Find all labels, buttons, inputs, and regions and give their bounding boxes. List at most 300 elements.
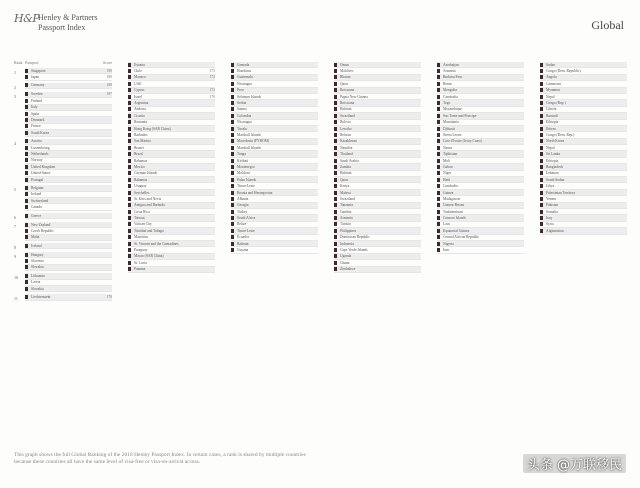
rank-group	[14, 252, 112, 271]
passport-cover-icon	[334, 114, 337, 118]
country-name: Peru	[237, 88, 244, 93]
rank-group	[14, 92, 112, 137]
country-name: Sudan	[546, 62, 555, 67]
score-header: Score	[102, 60, 112, 65]
passport-cover-icon	[231, 171, 234, 175]
country-name: Sierra Leone	[443, 132, 462, 137]
passport-cover-icon	[128, 178, 131, 182]
passport-cover-icon	[231, 191, 234, 195]
rank-group	[323, 62, 421, 273]
passport-cover-icon	[437, 165, 440, 169]
country-name: Ethiopia	[546, 158, 559, 163]
passport-row	[25, 286, 112, 292]
passport-cover-icon	[128, 159, 131, 163]
passport-cover-icon	[334, 146, 337, 150]
country-name: Cyprus	[134, 88, 145, 93]
passport-row	[25, 294, 112, 300]
visa-free-score: 174	[209, 75, 215, 80]
country-name: Monaco	[134, 75, 146, 80]
passport-cover-icon	[231, 114, 234, 118]
country-name: Congo (Dem. Republic)	[546, 69, 581, 74]
passport-cover-icon	[231, 107, 234, 111]
passport-cover-icon	[437, 127, 440, 131]
country-name: Honduras	[237, 69, 251, 74]
passport-cover-icon	[25, 112, 28, 116]
country-name: Bolivia	[340, 120, 351, 125]
country-name: Italy	[31, 105, 38, 110]
ranking-column-3	[220, 60, 318, 254]
country-name: Georgia	[237, 203, 249, 208]
passport-cover-icon	[437, 229, 440, 233]
country-name: Romania	[134, 120, 147, 125]
country-name: Guinea-Bissau	[443, 203, 465, 208]
passport-cover-icon	[25, 235, 28, 239]
country-name: Israel	[134, 94, 142, 99]
country-name: Sri Lanka	[546, 152, 561, 157]
country-name: Namibia	[340, 145, 353, 150]
rank-number: 4	[14, 140, 16, 146]
rank-group	[14, 243, 112, 250]
rank-number	[323, 62, 334, 273]
country-name: Philippines	[340, 228, 357, 233]
passport-cover-icon	[540, 171, 543, 175]
passport-cover-icon	[128, 82, 131, 86]
country-name: Indonesia	[340, 241, 354, 246]
passport-row	[437, 247, 524, 253]
country-name: Latvia	[31, 280, 41, 285]
passport-cover-icon	[231, 210, 234, 214]
ranking-column-4	[323, 60, 421, 273]
passport-cover-icon	[540, 165, 543, 169]
country-name: Spain	[31, 111, 40, 116]
country-name: Afghanistan	[546, 228, 564, 233]
rank-number	[220, 62, 231, 254]
country-name: Croatia	[134, 113, 145, 118]
passport-cover-icon	[334, 101, 337, 105]
passport-cover-icon	[231, 235, 234, 239]
passport-cover-icon	[540, 229, 543, 233]
rank-number: 8	[14, 244, 16, 250]
passport-cover-icon	[540, 82, 543, 86]
country-name: Zambia	[340, 164, 351, 169]
column-header	[14, 60, 112, 66]
country-name: Cayman Islands	[134, 171, 158, 176]
country-name: Uruguay	[134, 184, 147, 189]
country-name: Saudi Arabia	[340, 158, 359, 163]
country-name: Marshall Islands	[237, 132, 261, 137]
country-name: Syria	[546, 222, 554, 227]
country-name: North Korea	[546, 139, 565, 144]
rank-group	[117, 62, 215, 273]
country-name: Canada	[31, 205, 42, 210]
country-name: Slovakia	[31, 265, 44, 270]
country-name: Samoa	[237, 107, 247, 112]
visa-free-score: 190	[106, 68, 112, 73]
country-name: Slovenia	[31, 259, 44, 264]
passport-cover-icon	[25, 99, 28, 103]
passport-row	[25, 213, 112, 219]
country-name: Zimbabwe	[340, 267, 356, 272]
passport-cover-icon	[25, 69, 28, 73]
passport-cover-icon	[334, 184, 337, 188]
country-name: Cote d'Ivoire (Ivory Coast)	[443, 139, 482, 144]
passport-cover-icon	[540, 146, 543, 150]
country-name: Tanzania	[340, 203, 353, 208]
country-name: Guyana	[237, 248, 249, 253]
passport-cover-icon	[334, 210, 337, 214]
country-name: Djibouti	[443, 126, 455, 131]
country-name: Mongolia	[443, 88, 457, 93]
country-name: Barbados	[134, 132, 148, 137]
visa-free-score: 187	[106, 92, 112, 97]
country-name: Angola	[546, 75, 557, 80]
country-name: Paraguay	[134, 248, 148, 253]
passport-cover-icon	[128, 216, 131, 220]
visa-free-score: 170	[209, 94, 215, 99]
rank-number	[117, 62, 128, 273]
passport-cover-icon	[334, 222, 337, 226]
passport-cover-icon	[334, 216, 337, 220]
country-name: Bahamas	[134, 177, 148, 182]
country-name: Nepal	[546, 94, 555, 99]
country-name: Cambodia	[443, 94, 458, 99]
passport-cover-icon	[128, 248, 131, 252]
passport-cover-icon	[128, 229, 131, 233]
passport-cover-icon	[437, 210, 440, 214]
passport-row	[128, 267, 215, 273]
country-name: Papua New Guinea	[340, 94, 368, 99]
passport-cover-icon	[540, 184, 543, 188]
passport-cover-icon	[437, 235, 440, 239]
country-name: New Zealand	[31, 222, 51, 227]
passport-cover-icon	[128, 75, 131, 79]
passport-cover-icon	[334, 152, 337, 156]
country-name: Kenya	[340, 184, 350, 189]
country-name: Brazil	[134, 152, 143, 157]
passport-cover-icon	[540, 120, 543, 124]
country-name: Guinea	[443, 190, 454, 195]
visa-free-score: 188	[106, 83, 112, 88]
passport-cover-icon	[437, 139, 440, 143]
passport-cover-icon	[334, 235, 337, 239]
passport-cover-icon	[25, 229, 28, 233]
country-name: Gambia	[340, 209, 352, 214]
country-name: Congo (Dem. Rep.)	[546, 132, 575, 137]
country-name: Congo (Rep.)	[546, 101, 566, 106]
visa-free-score: 175	[209, 69, 215, 74]
visa-free-score: 190	[106, 75, 112, 80]
country-name: Bhutan	[340, 75, 351, 80]
rank-group	[529, 62, 627, 235]
passport-cover-icon	[231, 95, 234, 99]
passport-cover-icon	[25, 83, 28, 87]
country-name: Sweden	[31, 92, 43, 97]
country-name: San Marino	[134, 139, 151, 144]
country-name: Chile	[134, 69, 142, 74]
country-name: Ireland	[31, 192, 42, 197]
passport-cover-icon	[231, 229, 234, 233]
passport-cover-icon	[128, 88, 131, 92]
country-name: Niger	[443, 171, 452, 176]
passport-cover-icon	[540, 152, 543, 156]
passport-cover-icon	[334, 159, 337, 163]
passport-cover-icon	[25, 165, 28, 169]
country-name: Guatemala	[237, 75, 253, 80]
country-name: UAE	[134, 81, 142, 86]
passport-cover-icon	[540, 107, 543, 111]
passport-row	[25, 235, 112, 241]
country-name: Nigeria	[443, 241, 454, 246]
country-name: Madagascar	[443, 196, 461, 201]
rank-number: 6	[14, 214, 16, 220]
watermark: 头条 @万联移民	[523, 454, 626, 473]
passport-cover-icon	[25, 287, 28, 291]
country-name: Myanmar	[546, 88, 560, 93]
country-name: Mozambique	[443, 107, 462, 112]
visa-free-score: 178	[106, 295, 112, 300]
country-name: Thailand	[340, 152, 353, 157]
country-name: Botswana	[340, 101, 355, 106]
country-name: Macao (SAR China)	[134, 254, 164, 259]
country-name: St. Vincent and the Grenadines	[134, 241, 179, 246]
country-name: Liberia	[546, 107, 557, 112]
passport-cover-icon	[540, 101, 543, 105]
passport-cover-icon	[231, 178, 234, 182]
country-name: Somalia	[546, 209, 558, 214]
passport-cover-icon	[25, 280, 28, 284]
country-name: Timor-Leste	[237, 184, 255, 189]
country-name: Mexico	[134, 164, 145, 169]
passport-cover-icon	[231, 139, 234, 143]
region-title: Global	[591, 18, 624, 32]
passport-cover-icon	[128, 267, 131, 271]
country-name: Brunei	[134, 145, 144, 150]
country-name: Swaziland	[340, 113, 355, 118]
passport-cover-icon	[25, 146, 28, 150]
passport-cover-icon	[437, 107, 440, 111]
country-name: Antigua and Barbuda	[134, 203, 165, 208]
country-name: Benin	[443, 81, 452, 86]
country-name: Haiti	[443, 177, 451, 182]
country-name: Hong Kong (SAR China)	[134, 126, 171, 131]
passport-cover-icon	[437, 191, 440, 195]
country-name: Armenia	[443, 69, 456, 74]
rank-group	[14, 213, 112, 220]
country-name: South Korea	[31, 130, 50, 135]
passport-cover-icon	[128, 127, 131, 131]
rank-group	[14, 83, 112, 90]
passport-row	[25, 83, 112, 89]
passport-cover-icon	[437, 133, 440, 137]
country-name: St. Lucia	[134, 260, 147, 265]
country-name: Cambodia	[443, 184, 458, 189]
passport-cover-icon	[231, 120, 234, 124]
passport-cover-icon	[231, 63, 234, 67]
country-name: Laos	[443, 222, 450, 227]
passport-cover-icon	[128, 222, 131, 226]
country-name: Sao Tome and Principe	[443, 113, 477, 118]
country-name: Togo	[443, 101, 451, 106]
passport-cover-icon	[128, 63, 131, 67]
brand-title	[38, 13, 98, 33]
passport-cover-icon	[25, 265, 28, 269]
passport-cover-icon	[334, 75, 337, 79]
passport-cover-icon	[540, 139, 543, 143]
passport-cover-icon	[128, 69, 131, 73]
country-name: Marshall Islands	[237, 145, 261, 150]
passport-cover-icon	[540, 159, 543, 163]
country-name: Mauritania	[443, 120, 459, 125]
passport-cover-icon	[437, 75, 440, 79]
passport-cover-icon	[25, 274, 28, 278]
ranking-column-6	[529, 60, 627, 235]
rank-number: 2	[14, 84, 16, 90]
passport-cover-icon	[128, 101, 131, 105]
passport-cover-icon	[540, 95, 543, 99]
country-name: Liechtenstein	[31, 295, 51, 300]
passport-cover-icon	[231, 222, 234, 226]
passport-cover-icon	[25, 205, 28, 209]
passport-cover-icon	[25, 244, 28, 248]
passport-cover-icon	[25, 178, 28, 182]
country-name: Serbia	[237, 101, 247, 106]
passport-cover-icon	[334, 63, 337, 67]
country-name: Iran	[443, 248, 449, 253]
passport-cover-icon	[334, 242, 337, 246]
passport-cover-icon	[128, 203, 131, 207]
passport-cover-icon	[128, 114, 131, 118]
passport-cover-icon	[231, 82, 234, 86]
country-name: Turkmenistan	[443, 209, 463, 214]
country-name: Hungary	[31, 252, 44, 257]
passport-cover-icon	[334, 267, 337, 271]
passport-cover-icon	[128, 133, 131, 137]
country-name: Denmark	[31, 118, 45, 123]
country-name: Montenegro	[237, 164, 255, 169]
passport-cover-icon	[25, 171, 28, 175]
country-name: Japan	[31, 75, 40, 80]
passport-cover-icon	[540, 133, 543, 137]
country-name: Azerbaijan	[443, 62, 459, 67]
passport-cover-icon	[437, 242, 440, 246]
rank-group	[14, 294, 112, 301]
passport-cover-icon	[25, 139, 28, 143]
passport-cover-icon	[540, 88, 543, 92]
country-name: South Sudan	[546, 177, 565, 182]
passport-cover-icon	[437, 222, 440, 226]
passport-cover-icon	[437, 159, 440, 163]
passport-cover-icon	[437, 114, 440, 118]
rank-number	[426, 62, 437, 254]
rank-number: 1	[14, 70, 16, 75]
country-name: Nauru	[443, 145, 452, 150]
passport-cover-icon	[231, 216, 234, 220]
passport-cover-icon	[25, 152, 28, 156]
country-name: Bahrain	[340, 171, 352, 176]
country-name: France	[31, 124, 41, 129]
passport-cover-icon	[334, 178, 337, 182]
country-name: Belarus	[340, 132, 351, 137]
passport-cover-icon	[128, 146, 131, 150]
passport-cover-icon	[334, 197, 337, 201]
passport-cover-icon	[437, 69, 440, 73]
page-header	[14, 12, 626, 42]
passport-cover-icon	[231, 88, 234, 92]
henley-logo: H&P	[14, 12, 40, 25]
country-name: Maldives	[340, 69, 354, 74]
passport-cover-icon	[437, 203, 440, 207]
passport-cover-icon	[540, 191, 543, 195]
passport-row	[25, 74, 112, 80]
passport-cover-icon	[231, 127, 234, 131]
country-name: Malta	[31, 235, 40, 240]
passport-cover-icon	[128, 191, 131, 195]
country-name: Switzerland	[31, 198, 49, 203]
passport-cover-icon	[540, 178, 543, 182]
country-name: Equatorial Guinea	[443, 228, 470, 233]
country-name: Burundi	[546, 113, 558, 118]
passport-cover-icon	[128, 152, 131, 156]
passport-cover-icon	[437, 101, 440, 105]
passport-cover-icon	[25, 124, 28, 128]
country-name: Albania	[237, 196, 249, 201]
passport-cover-icon	[25, 199, 28, 203]
passport-cover-icon	[334, 133, 337, 137]
country-name: Uganda	[340, 254, 352, 259]
passport-cover-icon	[25, 253, 28, 257]
country-name: Czech Republic	[31, 228, 54, 233]
passport-cover-icon	[231, 133, 234, 137]
country-name: Comoro Islands	[443, 216, 466, 221]
country-name: Botswana	[340, 88, 355, 93]
country-name: Bangladesh	[546, 164, 563, 169]
country-name: Ghana	[340, 260, 350, 265]
country-name: Palestinian Territory	[546, 190, 576, 195]
country-name: Greece	[31, 213, 42, 218]
country-name: Ecuador	[237, 235, 249, 240]
passport-cover-icon	[25, 118, 28, 122]
country-name: Tajikistan	[443, 152, 458, 157]
passport-cover-icon	[540, 127, 543, 131]
passport-cover-icon	[540, 210, 543, 214]
footer-line-1: This graph shows the full Global Ranking of the 2018 Henley Passport Index. In certain cases, a rank is shared by multiple countries	[14, 452, 306, 458]
passport-cover-icon	[25, 92, 28, 96]
country-name: Belgium	[31, 185, 44, 190]
country-name: Bahamas	[134, 158, 148, 163]
passport-cover-icon	[540, 114, 543, 118]
passport-cover-icon	[128, 171, 131, 175]
country-name: Burkina Faso	[443, 75, 463, 80]
country-name: Costa Rica	[134, 209, 150, 214]
passport-cover-icon	[437, 184, 440, 188]
rank-group	[220, 62, 318, 254]
country-name: Swaziland	[340, 196, 355, 201]
passport-cover-icon	[231, 197, 234, 201]
passport-cover-icon	[128, 210, 131, 214]
country-name: Qatar	[340, 81, 348, 86]
passport-row	[231, 247, 318, 253]
passport-cover-icon	[25, 259, 28, 263]
rank-group	[14, 222, 112, 241]
passport-cover-icon	[128, 184, 131, 188]
passport-cover-icon	[334, 139, 337, 143]
passport-cover-icon	[334, 203, 337, 207]
country-name: Kiribati	[237, 158, 249, 163]
rank-group	[14, 68, 112, 81]
passport-cover-icon	[128, 120, 131, 124]
country-name: Taiwan	[134, 216, 145, 221]
passport-cover-icon	[334, 248, 337, 252]
